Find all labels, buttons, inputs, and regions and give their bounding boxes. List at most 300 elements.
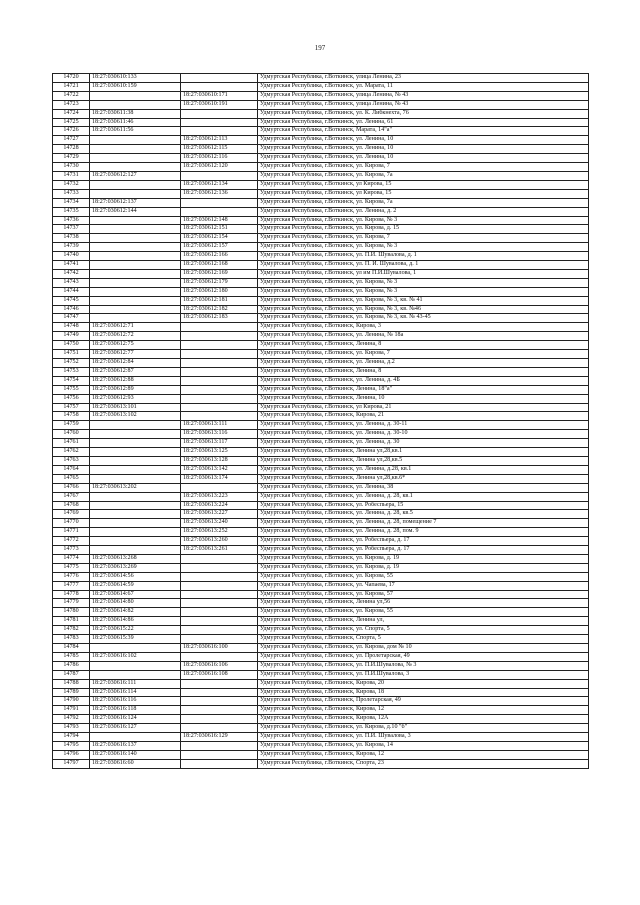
address: Удмуртская Республика, г.Воткинск, Кирова, 12А (258, 715, 589, 724)
address: Удмуртская Республика, г.Воткинск, Кирова, 21 (258, 412, 589, 421)
row-number: 14760 (53, 430, 90, 439)
cadastral-number-building (181, 207, 258, 216)
cadastral-number-building: 18:27:030613:240 (181, 519, 258, 528)
table-row (53, 608, 589, 617)
cadastral-number-building (181, 394, 258, 403)
cadastral-number-building: 18:27:030613:223 (181, 492, 258, 501)
row-number: 14757 (53, 403, 90, 412)
address: Удмуртская Республика, г.Воткинск, ул. Кирова, 7 (258, 163, 589, 172)
table-row (53, 456, 589, 465)
address: Удмуртская Республика, г.Воткинск, ул. Робеспьера, 15 (258, 501, 589, 510)
row-number: 14754 (53, 376, 90, 385)
table-row (53, 118, 589, 127)
row-number: 14769 (53, 510, 90, 519)
row-number: 14785 (53, 652, 90, 661)
cadastral-number-building: 18:27:030612:183 (181, 314, 258, 323)
cadastral-number-parcel: 18:27:030612:88 (90, 376, 181, 385)
row-number: 14786 (53, 661, 90, 670)
row-number: 14773 (53, 546, 90, 555)
row-number: 14743 (53, 278, 90, 287)
cadastral-number-parcel (90, 733, 181, 742)
row-number: 14749 (53, 332, 90, 341)
row-number: 14783 (53, 635, 90, 644)
table-row (53, 537, 589, 546)
row-number: 14771 (53, 528, 90, 537)
cadastral-number-parcel: 18:27:030612:71 (90, 323, 181, 332)
cadastral-number-building: 18:27:030612:116 (181, 154, 258, 163)
address: Удмуртская Республика, г.Воткинск, Ленина ул, (258, 617, 589, 626)
row-number: 14738 (53, 234, 90, 243)
table-row (53, 679, 589, 688)
cadastral-number-parcel (90, 154, 181, 163)
row-number: 14730 (53, 163, 90, 172)
row-number: 14789 (53, 688, 90, 697)
address: Удмуртская Республика, г.Воткинск, Кирова, 12 (258, 750, 589, 759)
cadastral-number-parcel (90, 252, 181, 261)
table-row (53, 359, 589, 368)
cadastral-number-building (181, 323, 258, 332)
table-row (53, 171, 589, 180)
cadastral-number-building: 18:27:030613:260 (181, 537, 258, 546)
cadastral-number-parcel (90, 501, 181, 510)
table-row (53, 688, 589, 697)
address: Удмуртская Республика, г.Воткинск, Ленина ул,28,кв.6* (258, 474, 589, 483)
row-number: 14756 (53, 394, 90, 403)
table-row (53, 367, 589, 376)
address: Удмуртская Республика, г.Воткинск, Кирова, 3 (258, 323, 589, 332)
address: Удмуртская Республика, г.Воткинск, ул. Ленина, 61 (258, 118, 589, 127)
table-row (53, 109, 589, 118)
cadastral-number-parcel: 18:27:030611:56 (90, 127, 181, 136)
table-row (53, 741, 589, 750)
cadastral-number-parcel (90, 314, 181, 323)
cadastral-number-parcel: 18:27:030612:89 (90, 385, 181, 394)
cadastral-number-building (181, 679, 258, 688)
cadastral-number-building: 18:27:030613:252 (181, 528, 258, 537)
cadastral-number-building: 18:27:030616:100 (181, 644, 258, 653)
table-row (53, 243, 589, 252)
row-number: 14748 (53, 323, 90, 332)
table-row (53, 554, 589, 563)
cadastral-number-building: 18:27:030612:136 (181, 189, 258, 198)
cadastral-number-building (181, 706, 258, 715)
cadastral-number-parcel (90, 474, 181, 483)
table-row (53, 82, 589, 91)
cadastral-number-building: 18:27:030613:116 (181, 430, 258, 439)
address: Удмуртская Республика, г.Воткинск, ул. Ленина, д. 28, кв.1 (258, 492, 589, 501)
row-number: 14751 (53, 350, 90, 359)
address: Удмуртская Республика, г.Воткинск, ул. Ленина, д.28, кв.1 (258, 465, 589, 474)
cadastral-number-building (181, 341, 258, 350)
cadastral-number-parcel: 18:27:030610:133 (90, 74, 181, 83)
table-row (53, 100, 589, 109)
table-row (53, 252, 589, 261)
table-row (53, 510, 589, 519)
cadastral-number-building: 18:27:030612:113 (181, 136, 258, 145)
cadastral-number-building: 18:27:030613:261 (181, 546, 258, 555)
row-number: 14797 (53, 759, 90, 768)
table-row (53, 528, 589, 537)
table-row (53, 448, 589, 457)
row-number: 14725 (53, 118, 90, 127)
cadastral-number-parcel (90, 537, 181, 546)
cadastral-number-parcel (90, 180, 181, 189)
cadastral-number-parcel (90, 661, 181, 670)
cadastral-number-building (181, 412, 258, 421)
row-number: 14765 (53, 474, 90, 483)
cadastral-number-building (181, 608, 258, 617)
table-row (53, 492, 589, 501)
address: Удмуртская Республика, г.Воткинск, ул. Ленина, д. 28, помещение 7 (258, 519, 589, 528)
table-row (53, 546, 589, 555)
cadastral-number-parcel (90, 430, 181, 439)
address: Удмуртская Республика, г.Воткинск, ул. Кирова, 7 (258, 350, 589, 359)
address: Удмуртская Республика, г.Воткинск, ул. Кирова, № 3, кв. № 43-45 (258, 314, 589, 323)
cadastral-number-building (181, 724, 258, 733)
table-row (53, 724, 589, 733)
table-row (53, 314, 589, 323)
address: Удмуртская Республика, г.Воткинск, Спорта, 5 (258, 635, 589, 644)
cadastral-number-building: 18:27:030612:179 (181, 278, 258, 287)
address: Удмуртская Республика, г.Воткинск, улица Ленина, № 43 (258, 91, 589, 100)
table-row (53, 430, 589, 439)
cadastral-number-parcel (90, 278, 181, 287)
row-number: 14784 (53, 644, 90, 653)
row-number: 14759 (53, 421, 90, 430)
cadastral-number-parcel: 18:27:030614:86 (90, 617, 181, 626)
address: Удмуртская Республика, г.Воткинск, Ленина, 8 (258, 341, 589, 350)
row-number: 14768 (53, 501, 90, 510)
address: Удмуртская Республика, г.Воткинск, ул. Ленина, 10 (258, 136, 589, 145)
table-row (53, 644, 589, 653)
cadastral-number-parcel: 18:27:030613:102 (90, 412, 181, 421)
cadastral-number-building (181, 590, 258, 599)
cadastral-number-building (181, 109, 258, 118)
cadastral-number-parcel (90, 225, 181, 234)
table-row (53, 269, 589, 278)
cadastral-number-parcel: 18:27:030612:144 (90, 207, 181, 216)
table-row (53, 225, 589, 234)
cadastral-number-parcel (90, 492, 181, 501)
row-number: 14739 (53, 243, 90, 252)
cadastral-number-parcel (90, 305, 181, 314)
row-number: 14770 (53, 519, 90, 528)
address: Удмуртская Республика, г.Воткинск, Кирова, 20 (258, 679, 589, 688)
address: Удмуртская Республика, г.Воткинск, ул. Пролетарская, 49 (258, 652, 589, 661)
address: Удмуртская Республика, г.Воткинск, ул. Ленина, 10 (258, 154, 589, 163)
cadastral-number-parcel (90, 136, 181, 145)
table-row (53, 91, 589, 100)
cadastral-number-parcel (90, 644, 181, 653)
address: Удмуртская Республика, г.Воткинск, ул. Ленина, д. 28, пом. 9 (258, 528, 589, 537)
address: Удмуртская Республика, г.Воткинск, Ленина, 10 (258, 394, 589, 403)
row-number: 14791 (53, 706, 90, 715)
table-row (53, 136, 589, 145)
cadastral-number-building (181, 350, 258, 359)
address: Удмуртская Республика, г.Воткинск, Спорта, 23 (258, 759, 589, 768)
row-number: 14722 (53, 91, 90, 100)
table-row (53, 733, 589, 742)
table-row (53, 759, 589, 768)
address: Удмуртская Республика, г.Воткинск, ул Кирова, 15 (258, 189, 589, 198)
address: Удмуртская Республика, г.Воткинск, ул им П.И.Шувалова, 1 (258, 269, 589, 278)
address: Удмуртская Республика, г.Воткинск, ул. Кирова, 14 (258, 741, 589, 750)
address: Удмуртская Республика, г.Воткинск, ул. Ленина, д. 30-10 (258, 430, 589, 439)
cadastral-number-building: 18:27:030612:181 (181, 296, 258, 305)
table-row (53, 501, 589, 510)
address: Удмуртская Республика, г.Воткинск, Ленина, 8 (258, 367, 589, 376)
address: Удмуртская Республика, г.Воткинск, ул. Спорта, 5 (258, 626, 589, 635)
row-number: 14780 (53, 608, 90, 617)
address: Удмуртская Республика, г.Воткинск, ул. П.И.Шувалова, 3 (258, 670, 589, 679)
cadastral-number-building: 18:27:030613:111 (181, 421, 258, 430)
registry-table-body (53, 74, 589, 769)
address: Удмуртская Республика, г.Воткинск, ул. Ленина, № 18а (258, 332, 589, 341)
table-row (53, 376, 589, 385)
table-row (53, 180, 589, 189)
row-number: 14740 (53, 252, 90, 261)
table-row (53, 706, 589, 715)
address: Удмуртская Республика, г.Воткинск, Марата, 14"а" (258, 127, 589, 136)
cadastral-number-parcel (90, 439, 181, 448)
cadastral-number-building: 18:27:030612:154 (181, 234, 258, 243)
cadastral-number-building (181, 626, 258, 635)
address: Удмуртская Республика, г.Воткинск, ул. Ленина, д. 30-11 (258, 421, 589, 430)
cadastral-number-parcel: 18:27:030616:137 (90, 741, 181, 750)
address: Удмуртская Республика, г.Воткинск, ул. Ленина, д. 30 (258, 439, 589, 448)
table-row (53, 341, 589, 350)
cadastral-number-building: 18:27:030610:191 (181, 100, 258, 109)
cadastral-number-building (181, 367, 258, 376)
row-number: 14779 (53, 599, 90, 608)
table-row (53, 715, 589, 724)
row-number: 14746 (53, 305, 90, 314)
row-number: 14792 (53, 715, 90, 724)
table-row (53, 474, 589, 483)
cadastral-number-parcel: 18:27:030612:84 (90, 359, 181, 368)
address: Удмуртская Республика, г.Воткинск, ул. Кирова, № 3 (258, 216, 589, 225)
table-row (53, 296, 589, 305)
cadastral-number-parcel (90, 528, 181, 537)
cadastral-number-parcel: 18:27:030616:118 (90, 706, 181, 715)
cadastral-number-parcel: 18:27:030611:46 (90, 118, 181, 127)
address: Удмуртская Республика, г.Воткинск, Ленина ул,28,кв.1 (258, 448, 589, 457)
cadastral-number-parcel (90, 670, 181, 679)
table-row (53, 590, 589, 599)
row-number: 14726 (53, 127, 90, 136)
row-number: 14764 (53, 465, 90, 474)
table-row (53, 332, 589, 341)
cadastral-number-parcel: 18:27:030612:72 (90, 332, 181, 341)
table-row (53, 198, 589, 207)
address: Удмуртская Республика, г.Воткинск, ул. П. И. Шувалова, д. 1 (258, 261, 589, 270)
table-row (53, 626, 589, 635)
table-row (53, 261, 589, 270)
row-number: 14731 (53, 171, 90, 180)
address: Удмуртская Республика, г.Воткинск, ул. Робеспьера, д. 17 (258, 537, 589, 546)
cadastral-number-parcel: 18:27:030616:111 (90, 679, 181, 688)
cadastral-number-parcel: 18:27:030612:75 (90, 341, 181, 350)
cadastral-number-building (181, 359, 258, 368)
table-row (53, 661, 589, 670)
cadastral-number-building (181, 617, 258, 626)
row-number: 14744 (53, 287, 90, 296)
row-number: 14795 (53, 741, 90, 750)
cadastral-number-building: 18:27:030612:148 (181, 216, 258, 225)
row-number: 14742 (53, 269, 90, 278)
row-number: 14747 (53, 314, 90, 323)
cadastral-number-building: 18:27:030616:129 (181, 733, 258, 742)
row-number: 14741 (53, 261, 90, 270)
address: Удмуртская Республика, г.Воткинск, ул. Ленина, 10 (258, 145, 589, 154)
table-row (53, 385, 589, 394)
row-number: 14728 (53, 145, 90, 154)
cadastral-number-building: 18:27:030612:120 (181, 163, 258, 172)
cadastral-number-parcel: 18:27:030615:39 (90, 635, 181, 644)
row-number: 14750 (53, 341, 90, 350)
address: Удмуртская Республика, г.Воткинск, ул. Кирова, № 3, кв. № 41 (258, 296, 589, 305)
address: Удмуртская Республика, г.Воткинск, ул. Марата, 11 (258, 82, 589, 91)
cadastral-number-parcel: 18:27:030616:140 (90, 750, 181, 759)
table-row (53, 652, 589, 661)
table-row (53, 394, 589, 403)
table-row (53, 412, 589, 421)
cadastral-number-building (181, 332, 258, 341)
cadastral-number-building: 18:27:030612:182 (181, 305, 258, 314)
table-row (53, 278, 589, 287)
row-number: 14787 (53, 670, 90, 679)
cadastral-number-parcel: 18:27:030614:67 (90, 590, 181, 599)
table-row (53, 572, 589, 581)
address: Удмуртская Республика, г.Воткинск, ул. Кирова, д. 19 (258, 563, 589, 572)
cadastral-number-parcel: 18:27:030612:87 (90, 367, 181, 376)
address: Удмуртская Республика, г.Воткинск, ул. Ленина, 38 (258, 483, 589, 492)
table-row (53, 216, 589, 225)
cadastral-number-building: 18:27:030613:117 (181, 439, 258, 448)
address: Удмуртская Республика, г.Воткинск, ул. Ленина, д. 2 (258, 207, 589, 216)
cadastral-number-parcel (90, 269, 181, 278)
cadastral-number-parcel: 18:27:030616:102 (90, 652, 181, 661)
address: Удмуртская Республика, г.Воткинск, ул. Кирова, 7а (258, 171, 589, 180)
table-row (53, 635, 589, 644)
cadastral-number-parcel (90, 243, 181, 252)
cadastral-number-parcel: 18:27:030612:127 (90, 171, 181, 180)
cadastral-number-parcel (90, 91, 181, 100)
cadastral-number-building (181, 741, 258, 750)
cadastral-number-building (181, 652, 258, 661)
row-number: 14735 (53, 207, 90, 216)
row-number: 14782 (53, 626, 90, 635)
cadastral-number-building (181, 376, 258, 385)
cadastral-number-parcel: 18:27:030614:80 (90, 599, 181, 608)
table-row (53, 207, 589, 216)
address: Удмуртская Республика, г.Воткинск, Ленина ул,56 (258, 599, 589, 608)
cadastral-number-building: 18:27:030612:115 (181, 145, 258, 154)
address: Удмуртская Республика, г.Воткинск, ул. П.И.Шувалова, № 3 (258, 661, 589, 670)
table-row (53, 563, 589, 572)
cadastral-number-building (181, 581, 258, 590)
cadastral-number-parcel: 18:27:030612:77 (90, 350, 181, 359)
address: Удмуртская Республика, г.Воткинск, ул. Ленина, д.2 (258, 359, 589, 368)
address: Удмуртская Республика, г.Воткинск, ул. Кирова, № 3 (258, 243, 589, 252)
cadastral-number-building: 18:27:030613:128 (181, 456, 258, 465)
row-number: 14745 (53, 296, 90, 305)
address: Удмуртская Республика, г.Воткинск, ул. Кирова, 57 (258, 590, 589, 599)
cadastral-number-building: 18:27:030612:157 (181, 243, 258, 252)
row-number: 14727 (53, 136, 90, 145)
cadastral-number-building: 18:27:030613:125 (181, 448, 258, 457)
cadastral-number-parcel: 18:27:030615:22 (90, 626, 181, 635)
address: Удмуртская Республика, г.Воткинск, ул. П.И. Шувалова, д. 1 (258, 252, 589, 261)
table-row (53, 465, 589, 474)
cadastral-number-parcel (90, 448, 181, 457)
cadastral-number-parcel: 18:27:030612:93 (90, 394, 181, 403)
row-number: 14775 (53, 563, 90, 572)
cadastral-number-parcel (90, 234, 181, 243)
cadastral-number-building: 18:27:030613:227 (181, 510, 258, 519)
cadastral-number-building (181, 715, 258, 724)
cadastral-number-building (181, 554, 258, 563)
address: Удмуртская Республика, г.Воткинск, улица Ленина, № 43 (258, 100, 589, 109)
address: Удмуртская Республика, г.Воткинск, ул. Чапаева, 17 (258, 581, 589, 590)
cadastral-number-parcel: 18:27:030616:127 (90, 724, 181, 733)
page-number: 197 (314, 44, 326, 52)
cadastral-number-parcel: 18:27:030614:82 (90, 608, 181, 617)
cadastral-number-building (181, 82, 258, 91)
cadastral-number-parcel: 18:27:030612:137 (90, 198, 181, 207)
address: Удмуртская Республика, г.Воткинск, ул. Кирова, д. 19 (258, 554, 589, 563)
row-number: 14732 (53, 180, 90, 189)
cadastral-number-building (181, 483, 258, 492)
row-number: 14774 (53, 554, 90, 563)
cadastral-number-building: 18:27:030612:168 (181, 261, 258, 270)
table-row (53, 145, 589, 154)
row-number: 14767 (53, 492, 90, 501)
cadastral-number-building (181, 599, 258, 608)
cadastral-number-parcel: 18:27:030614:56 (90, 572, 181, 581)
cadastral-number-building: 18:27:030610:171 (181, 91, 258, 100)
address: Удмуртская Республика, г.Воткинск, ул Кирова, 15 (258, 180, 589, 189)
cadastral-number-building (181, 403, 258, 412)
row-number: 14790 (53, 697, 90, 706)
table-row (53, 421, 589, 430)
cadastral-number-parcel (90, 287, 181, 296)
cadastral-number-parcel: 18:27:030610:159 (90, 82, 181, 91)
cadastral-number-parcel (90, 510, 181, 519)
address: Удмуртская Республика, г.Воткинск, Ленина, 18"а" (258, 385, 589, 394)
cadastral-number-parcel: 18:27:030616:114 (90, 688, 181, 697)
address: Удмуртская Республика, г.Воткинск, ул. Кирова, дом № 10 (258, 644, 589, 653)
cadastral-number-parcel (90, 519, 181, 528)
cadastral-number-building: 18:27:030613:142 (181, 465, 258, 474)
cadastral-number-building (181, 563, 258, 572)
cadastral-number-parcel: 18:27:030616:60 (90, 759, 181, 768)
row-number: 14736 (53, 216, 90, 225)
registry-table (52, 73, 589, 769)
table-row (53, 305, 589, 314)
row-number: 14763 (53, 456, 90, 465)
row-number: 14777 (53, 581, 90, 590)
address: Удмуртская Республика, г.Воткинск, ул. Кирова, д.10 "б" (258, 724, 589, 733)
address: Удмуртская Республика, г.Воткинск, ул. Робеспьера, д. 17 (258, 546, 589, 555)
cadastral-number-parcel (90, 100, 181, 109)
row-number: 14755 (53, 385, 90, 394)
address: Удмуртская Республика, г.Воткинск, Кирова, 12 (258, 706, 589, 715)
row-number: 14723 (53, 100, 90, 109)
table-row (53, 323, 589, 332)
address: Удмуртская Республика, г.Воткинск, улица Ленина, 23 (258, 74, 589, 83)
address: Удмуртская Республика, г.Воткинск, ул. Кирова, № 3 (258, 278, 589, 287)
